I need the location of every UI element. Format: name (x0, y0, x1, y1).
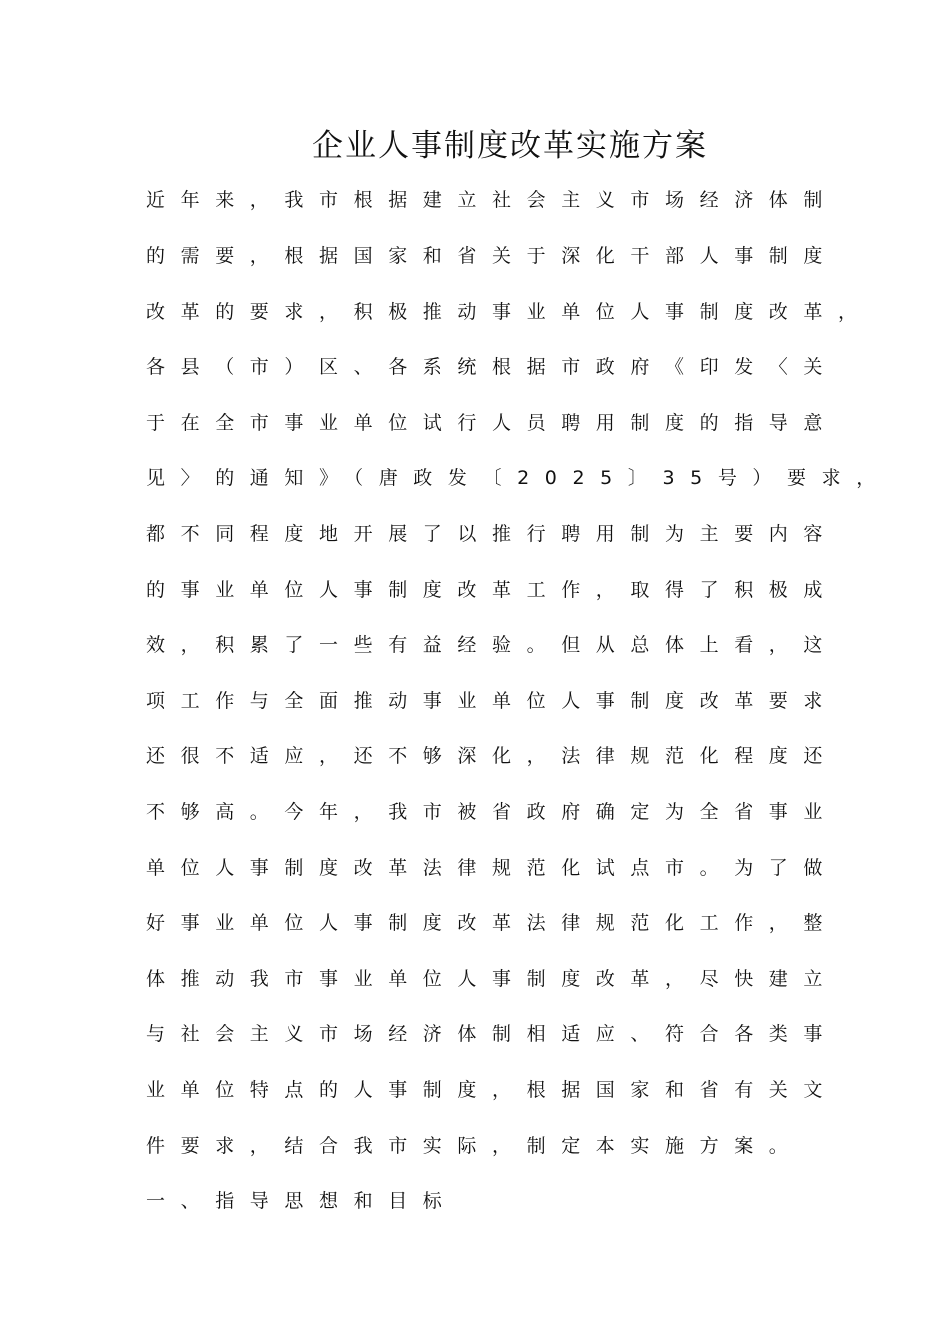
body-line: 都不同程度地开展了以推行聘用制为主要内容 (146, 523, 839, 545)
body-line: 单位人事制度改革法律规范化试点市。为了做 (146, 857, 839, 879)
body-line: 于在全市事业单位试行人员聘用制度的指导意 (146, 412, 839, 434)
body-line: 改革的要求，积极推动事业单位人事制度改革， (146, 301, 873, 323)
body-line: 件要求，结合我市实际，制定本实施方案。 (146, 1135, 804, 1157)
body-line: 效，积累了一些有益经验。但从总体上看，这 (146, 634, 839, 656)
document-title: 企业人事制度改革实施方案 (312, 128, 708, 164)
body-line: 体推动我市事业单位人事制度改革，尽快建立 (146, 968, 839, 990)
body-line: 各县（市）区、各系统根据市政府《印发〈关 (146, 356, 839, 378)
body-line: 的事业单位人事制度改革工作，取得了积极成 (146, 579, 839, 601)
body-line: 项工作与全面推动事业单位人事制度改革要求 (146, 690, 839, 712)
body-line: 好事业单位人事制度改革法律规范化工作，整 (146, 912, 839, 934)
body-line: 近年来，我市根据建立社会主义市场经济体制 (146, 189, 839, 211)
body-line: 还很不适应，还不够深化，法律规范化程度还 (146, 745, 839, 767)
section-heading: 一、指导思想和目标 (146, 1190, 458, 1212)
body-line: 业单位特点的人事制度，根据国家和省有关文 (146, 1079, 839, 1101)
body-line: 见〉的通知》（唐政发〔2025〕35号）要求， (146, 467, 891, 489)
body-line: 不够高。今年，我市被省政府确定为全省事业 (146, 801, 839, 823)
body-line: 的需要，根据国家和省关于深化干部人事制度 (146, 245, 839, 267)
body-line: 与社会主义市场经济体制相适应、符合各类事 (146, 1023, 839, 1045)
